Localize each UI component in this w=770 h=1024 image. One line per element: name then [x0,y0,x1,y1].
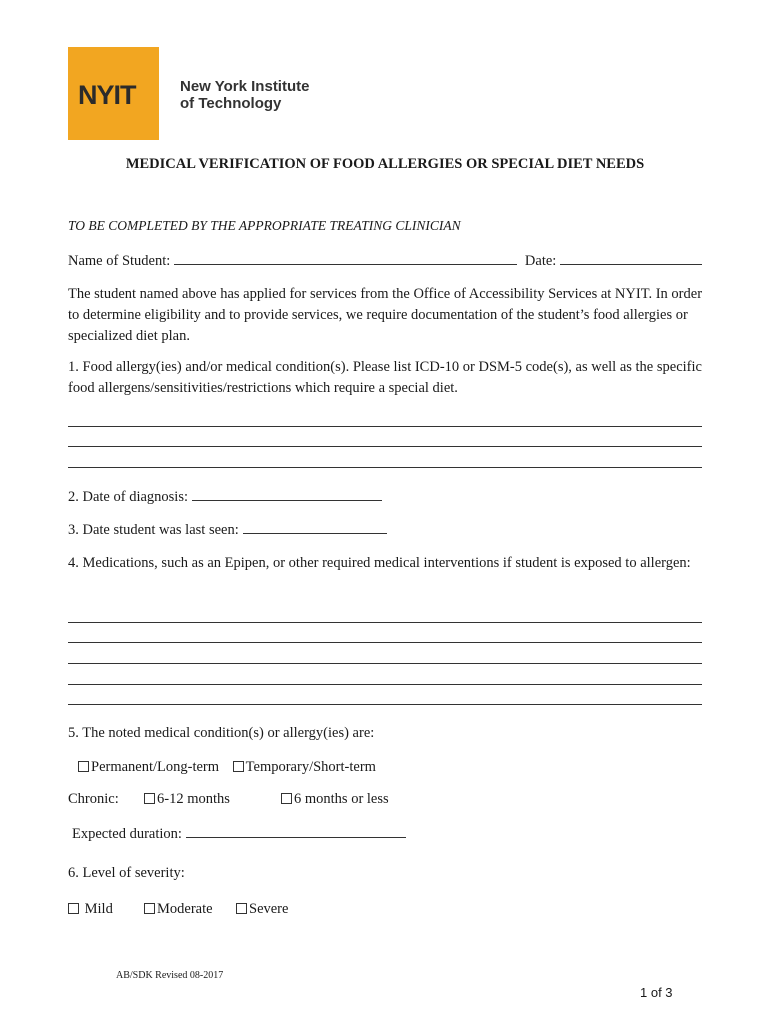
question-3-label: 3. Date student was last seen: [68,522,239,538]
question-5-label: 5. The noted medical condition(s) or allergy(ies) are: [68,725,375,741]
moderate-label: Moderate [157,901,213,917]
diagnosis-date-field[interactable] [192,486,382,501]
chronic-6-less-label: 6 months or less [294,791,389,807]
expected-duration-label: Expected duration: [72,826,182,842]
chronic-label: Chronic: [68,791,119,807]
q4-answer-line-5[interactable] [68,704,702,705]
date-label: Date: [524,253,557,269]
temporary-checkbox[interactable] [233,761,244,772]
q4-answer-line-3[interactable] [68,663,702,664]
q4-answer-line-4[interactable] [68,684,702,685]
chronic-6-less-option [281,789,389,809]
q1-answer-line-3[interactable] [68,467,702,468]
severe-label: Severe [249,901,289,917]
question-2-row [68,486,382,507]
permanent-checkbox[interactable] [78,761,89,772]
severity-moderate-option [144,899,213,919]
intro-paragraph: The student named above has applied for services from the Office of Accessibility Services at NYIT. In order to determine eligibility and to provide services, we require documentation of the student’s food allergies or specialized diet plan. [68,286,703,344]
institute-name-line2: of Technology [180,95,282,112]
permanent-label: Permanent/Long-term [91,759,220,775]
clinician-instruction: TO BE COMPLETED BY THE APPROPRIATE TREATING CLINICIAN [68,218,461,233]
form-title: MEDICAL VERIFICATION OF FOOD ALLERGIES OR SPECIAL DIET NEEDS [125,156,645,172]
question-1: 1. Food allergy(ies) and/or medical condition(s). Please list ICD-10 or DSM-5 code(s), as well as the specific food allergens/sensitivities/restrictions which require a special diet. [68,359,702,396]
page-number: 1 of 3 [640,985,673,1000]
student-name-field[interactable] [174,250,517,265]
question-2-label: 2. Date of diagnosis: [68,489,189,505]
chronic-6-12-option [144,789,230,809]
date-field[interactable] [560,250,702,265]
q4-answer-line-2[interactable] [68,642,702,643]
last-seen-date-field[interactable] [243,519,387,534]
institute-name-line1: New York Institute [180,78,310,95]
question-4: 4. Medications, such as an Epipen, or other required medical interventions if student is exposed to allergen: [68,555,691,571]
q1-answer-line-2[interactable] [68,446,702,447]
revision-note: AB/SDK Revised 08-2017 [116,970,224,981]
severity-mild-option [68,899,113,919]
moderate-checkbox[interactable] [144,903,155,914]
student-name-label: Name of Student: [68,253,171,269]
question-6-label: 6. Level of severity: [68,865,185,881]
institute-name [180,78,309,112]
chronic-6-less-checkbox[interactable] [281,793,292,804]
expected-duration-field[interactable] [186,823,406,838]
nyit-logo-text: NYIT [78,80,136,110]
student-name-row [68,250,702,271]
q1-answer-line-1[interactable] [68,426,702,427]
chronic-6-12-label: 6-12 months [157,791,230,807]
q4-answer-line-1[interactable] [68,622,702,623]
severe-checkbox[interactable] [236,903,247,914]
mild-label: Mild [84,901,113,917]
severity-severe-option [236,899,288,919]
mild-checkbox[interactable] [68,903,79,914]
duration-type-row [78,757,376,777]
chronic-6-12-checkbox[interactable] [144,793,155,804]
expected-duration-row [72,823,406,844]
question-3-row [68,519,387,540]
temporary-label: Temporary/Short-term [245,759,376,775]
